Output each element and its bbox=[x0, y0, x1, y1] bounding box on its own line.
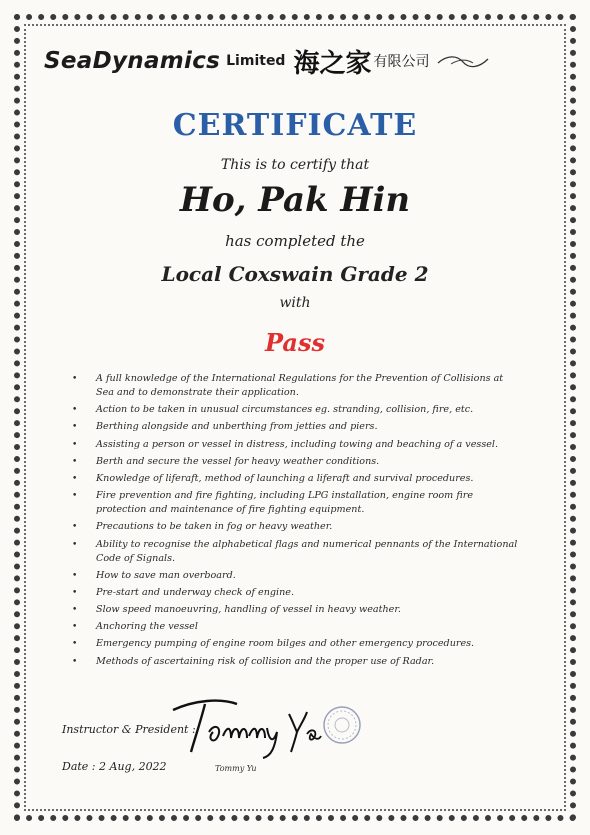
certificate-title: CERTIFICATE bbox=[172, 108, 418, 143]
list-item bbox=[70, 489, 520, 517]
handwritten-signature bbox=[165, 692, 325, 762]
list-item bbox=[70, 403, 520, 417]
list-item bbox=[70, 603, 520, 617]
list-item-text: Berth and secure the vessel for heavy weather conditions. bbox=[96, 455, 380, 467]
list-item bbox=[70, 569, 520, 583]
bullet-icon: • bbox=[72, 473, 78, 484]
company-name-cn: 海之家 bbox=[293, 48, 372, 79]
list-item bbox=[70, 455, 520, 469]
bullet-icon: • bbox=[72, 639, 78, 650]
completed-line: has completed the bbox=[225, 232, 365, 250]
list-item bbox=[70, 438, 520, 452]
with-line: with bbox=[279, 295, 311, 311]
issue-date: Date : 2 Aug, 2022 bbox=[62, 760, 167, 773]
list-item-text: Emergency pumping of engine room bilges and other emergency procedures. bbox=[96, 638, 475, 650]
bullet-icon: • bbox=[72, 570, 78, 581]
wave-logo-icon bbox=[437, 53, 489, 69]
list-item-text: Knowledge of liferaft, method of launching a liferaft and survival procedures. bbox=[96, 472, 474, 484]
recipient-name: Ho, Pak Hin bbox=[179, 180, 411, 220]
list-item-text: How to save man overboard. bbox=[96, 569, 236, 581]
certify-line: This is to certify that bbox=[220, 157, 370, 173]
bullet-icon: • bbox=[72, 405, 78, 416]
company-seal-icon bbox=[322, 705, 362, 745]
signer-name: Tommy Yu bbox=[215, 764, 257, 773]
result-label: Pass bbox=[265, 328, 325, 357]
list-item-text: Methods of ascertaining risk of collision and the proper use of Radar. bbox=[96, 655, 435, 667]
bullet-icon: • bbox=[72, 456, 78, 467]
bullet-icon: • bbox=[72, 622, 78, 633]
company-header bbox=[44, 46, 544, 79]
company-name-cn-suffix: 有限公司 bbox=[373, 54, 430, 70]
company-name: SeaDynamics bbox=[44, 48, 221, 74]
bullet-icon: • bbox=[72, 656, 78, 667]
list-item bbox=[70, 620, 520, 634]
bullet-icon: • bbox=[72, 374, 78, 384]
bullet-icon: • bbox=[72, 522, 78, 533]
bullet-icon: • bbox=[72, 422, 78, 433]
list-item bbox=[70, 372, 520, 400]
bullet-icon: • bbox=[72, 587, 78, 598]
list-item-text: Ability to recognise the alphabetical flags and numerical pennants of the International Code of Signals. bbox=[96, 538, 518, 564]
list-item bbox=[70, 520, 520, 534]
list-item bbox=[70, 420, 520, 434]
list-item bbox=[70, 637, 520, 651]
list-item-text: Berthing alongside and unberthing from jetties and piers. bbox=[96, 421, 378, 433]
bullet-icon: • bbox=[72, 539, 78, 550]
syllabus-list bbox=[70, 372, 520, 672]
list-item-text: A full knowledge of the International Regulations for the Prevention of Collisions at Sea and to demonstrate their application. bbox=[96, 373, 504, 398]
list-item-text: Slow speed manoeuvring, handling of vessel in heavy weather. bbox=[96, 604, 401, 616]
bullet-icon: • bbox=[72, 439, 78, 450]
instructor-label: Instructor & President : bbox=[62, 723, 196, 736]
list-item bbox=[70, 538, 520, 566]
bullet-icon: • bbox=[72, 605, 78, 616]
list-item-text: Action to be taken in unusual circumstances eg. stranding, collision, fire, etc. bbox=[96, 404, 474, 416]
list-item-text: Fire prevention and fire fighting, including LPG installation, engine room fire protection and maintenance of fire fighting equipment. bbox=[96, 490, 473, 516]
list-item bbox=[70, 655, 520, 669]
course-name: Local Coxswain Grade 2 bbox=[161, 262, 429, 286]
list-item-text: Assisting a person or vessel in distress, including towing and beaching of a vessel. bbox=[96, 438, 499, 450]
list-item bbox=[70, 472, 520, 486]
bullet-icon: • bbox=[72, 491, 78, 502]
list-item-text: Precautions to be taken in fog or heavy weather. bbox=[96, 521, 333, 533]
company-suffix: Limited bbox=[226, 53, 286, 69]
list-item-text: Anchoring the vessel bbox=[96, 621, 198, 633]
list-item-text: Pre-start and underway check of engine. bbox=[96, 586, 295, 598]
list-item bbox=[70, 586, 520, 600]
